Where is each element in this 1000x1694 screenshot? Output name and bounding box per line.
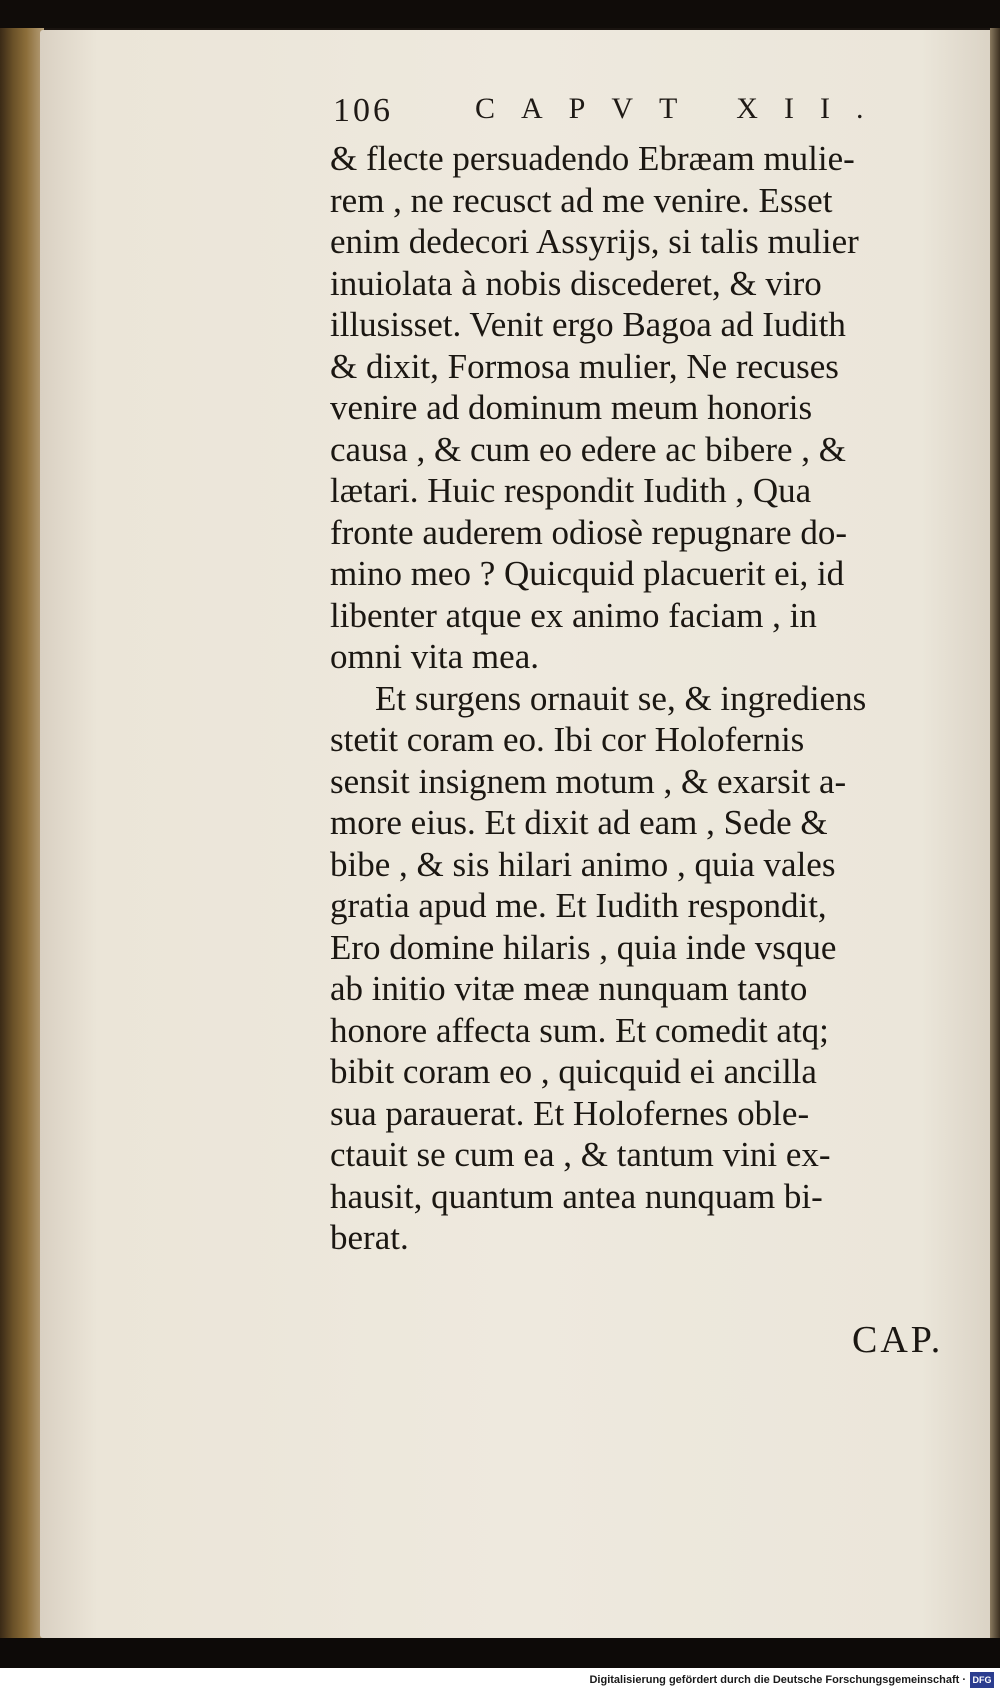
text-line: enim dedecori Assyrijs, si talis mulier bbox=[330, 222, 859, 261]
text-line: Et surgens ornauit se, & ingrediens bbox=[375, 678, 867, 718]
text-line: hausit, quantum antea nunquam bi- bbox=[330, 1176, 823, 1216]
paragraph-1 bbox=[330, 138, 960, 678]
text-line: stetit coram eo. Ibi cor Holofernis bbox=[330, 720, 805, 759]
running-header bbox=[333, 92, 893, 136]
text-line: berat. bbox=[330, 1218, 409, 1257]
text-line: sensit insignem motum , & exarsit a- bbox=[330, 761, 847, 801]
text-line: causa , & cum eo edere ac bibere , & bbox=[330, 429, 846, 469]
dfg-logo-icon: DFG bbox=[970, 1672, 994, 1688]
scan-border-bottom bbox=[0, 1638, 1000, 1668]
text-line: lætari. Huic respondit Iudith , Qua bbox=[330, 471, 812, 510]
text-line: fronte auderem odiosè repugnare do- bbox=[330, 512, 848, 552]
chapter-title: CAPVT XII. bbox=[475, 92, 890, 125]
text-line: & dixit, Formosa mulier, Ne recuses bbox=[330, 346, 839, 386]
body-text bbox=[330, 138, 960, 1259]
catchword: CAP. bbox=[852, 1319, 944, 1361]
page-right-edge bbox=[990, 28, 1000, 1638]
text-line: inuiolata à nobis discederet, & viro bbox=[330, 263, 822, 303]
book-spine-edge bbox=[0, 28, 44, 1638]
text-line: bibit coram eo , quicquid ei ancilla bbox=[330, 1052, 817, 1091]
paragraph-2 bbox=[330, 678, 960, 1259]
text-line: venire ad dominum meum honoris bbox=[330, 388, 813, 427]
text-line: honore affecta sum. Et comedit atq; bbox=[330, 1010, 829, 1050]
text-line: gratia apud me. Et Iudith respondit, bbox=[330, 886, 827, 925]
text-line: bibe , & sis hilari animo , quia vales bbox=[330, 844, 836, 884]
text-line: Ero domine hilaris , quia inde vsque bbox=[330, 927, 837, 967]
text-line: ctauit se cum ea , & tantum vini ex- bbox=[330, 1135, 831, 1174]
text-line: ab initio vitæ meæ nunquam tanto bbox=[330, 969, 808, 1008]
text-line: rem , ne recusct ad me venire. Esset bbox=[330, 180, 833, 220]
text-line: illusisset. Venit ergo Bagoa ad Iudith bbox=[330, 305, 846, 344]
text-line: libenter atque ex animo faciam , in bbox=[330, 595, 817, 635]
scan-border-top bbox=[0, 0, 1000, 28]
text-line: sua parauerat. Et Holofernes oble- bbox=[330, 1093, 810, 1133]
page-number: 106 bbox=[333, 92, 393, 129]
text-line: mino meo ? Quicquid placuerit ei, id bbox=[330, 554, 845, 593]
funding-credit: Digitalisierung gefördert durch die Deutsche Forschungsgemeinschaft · bbox=[589, 1674, 966, 1686]
text-line: & flecte persuadendo Ebræam mulie- bbox=[330, 139, 855, 178]
text-line: more eius. Et dixit ad eam , Sede & bbox=[330, 803, 828, 842]
text-line: omni vita mea. bbox=[330, 637, 539, 676]
